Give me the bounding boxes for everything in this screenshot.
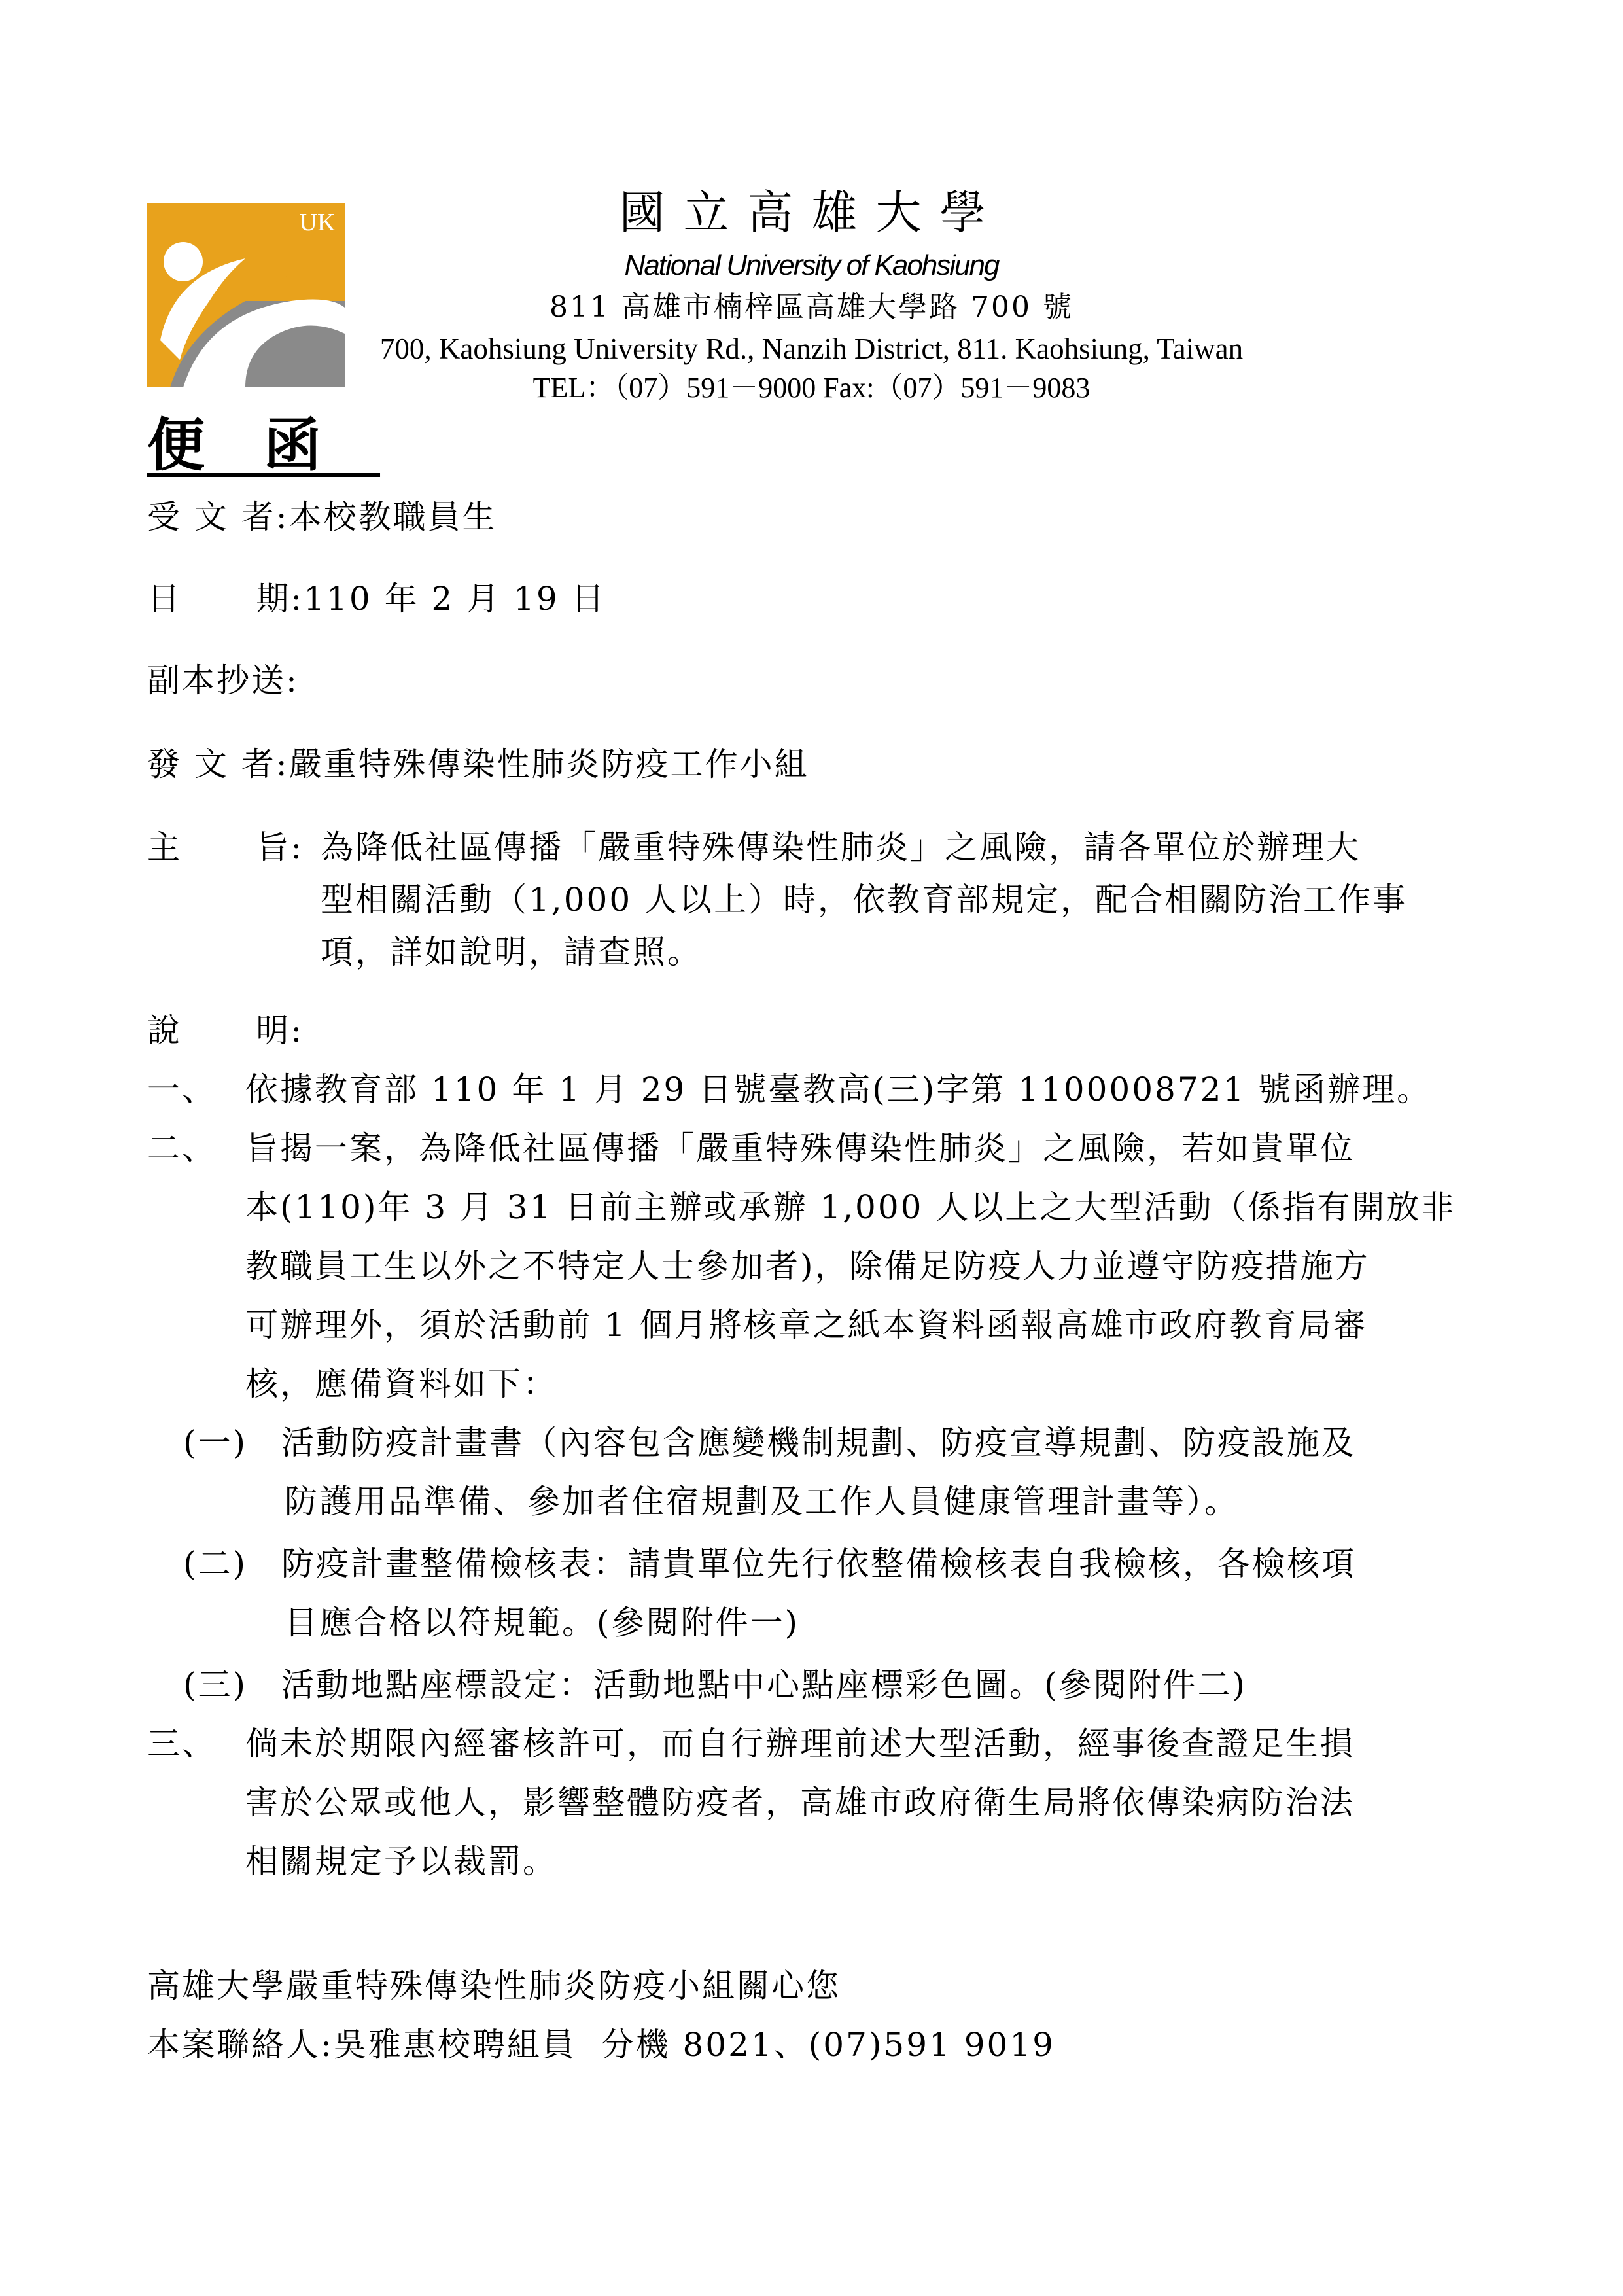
subitem2-line: 防疫計畫整備檢核表：請貴單位先行依整備檢核表自我檢核，各檢核項 (281, 1545, 1356, 1583)
item3-line: 害於公眾或他人，影響整體防疫者，高雄市政府衛生局將依傳染病防治法 (245, 1784, 1355, 1822)
cc-row (147, 661, 299, 700)
subject-label: 主 旨: (147, 828, 304, 866)
subitem3-marker: (三) (183, 1666, 248, 1704)
item2-line: 核，應備資料如下： (245, 1365, 557, 1403)
subitem2-line: 目應合格以符規範。(參閱附件一) (285, 1604, 800, 1642)
subject-line: 項，詳如說明，請查照。 (321, 933, 702, 971)
subitem1-line: 防護用品準備、參加者住宿規劃及工作人員健康管理計畫等）。 (285, 1483, 1239, 1521)
item3-line: 相關規定予以裁罰。 (245, 1843, 557, 1881)
sender-row (147, 745, 809, 784)
address-zh: 811 高雄市楠梓區高雄大學路 700 號 (550, 291, 1073, 324)
item1-marker: 一、 (147, 1070, 217, 1108)
item2-line: 可辦理外，須於活動前 1 個月將核章之紙本資料函報高雄市政府教育局審 (245, 1306, 1368, 1344)
sender-label: 發 文 者: (147, 745, 289, 783)
subitem1-line: 活動防疫計畫書（內容包含應變機制規劃、防疫宣導規劃、防疫設施及 (281, 1424, 1356, 1462)
recipient-label: 受 文 者: (147, 498, 289, 536)
recipient-row (147, 497, 497, 537)
doc-type-title: 便函 (147, 411, 381, 479)
item2-marker: 二、 (147, 1129, 217, 1167)
explanation-label: 說 明: (147, 1012, 304, 1050)
cc-label: 副本抄送: (147, 662, 299, 699)
logo-uk-text: UK (299, 209, 336, 236)
subitem1-marker: (一) (183, 1424, 248, 1462)
date-row (147, 579, 606, 618)
item3-marker: 三、 (147, 1725, 217, 1763)
university-name-en: National University of Kaohsiung (624, 249, 999, 281)
recipient-value: 本校教職員生 (288, 498, 497, 536)
subject-line: 為降低社區傳播「嚴重特殊傳染性肺炎」之風險，請各單位於辦理大 (321, 828, 1361, 866)
date-label: 日 期: (147, 580, 304, 618)
footer-contact-line: 本案聯絡人:吳雅惠校聘組員 分機 8021、(07)591 9019 (147, 2026, 1055, 2064)
item2-line: 本(110)年 3 月 31 日前主辦或承辦 1,000 人以上之大型活動（係指有開放非 (245, 1188, 1456, 1226)
subitem2-marker: (二) (183, 1545, 248, 1583)
address-en: 700, Kaohsiung University Rd., Nanzih District, 811. Kaohsiung, Taiwan (379, 332, 1244, 365)
item1-line: 依據教育部 110 年 1 月 29 日號臺教高(三)字第 1100008721 號函辦理。 (245, 1070, 1432, 1108)
tel-fax: TEL：（07）591－9000 Fax:（07）591－9083 (532, 372, 1091, 404)
item2-line: 旨揭一案，為降低社區傳播「嚴重特殊傳染性肺炎」之風險，若如貴單位 (245, 1129, 1355, 1167)
item3-line: 倘未於期限內經審核許可，而自行辦理前述大型活動，經事後查證足生損 (245, 1725, 1355, 1763)
footer-care-line: 高雄大學嚴重特殊傳染性肺炎防疫小組關心您 (147, 1967, 841, 2005)
subject-line: 型相關活動（1,000 人以上）時，依教育部規定，配合相關防治工作事 (321, 881, 1408, 919)
item2-line: 教職員工生以外之不特定人士參加者)，除備足防疫人力並遵守防疫措施方 (245, 1247, 1370, 1285)
sender-value: 嚴重特殊傳染性肺炎防疫工作小組 (288, 745, 809, 783)
university-name-zh: 國立高雄大學 (619, 186, 1004, 239)
date-value: 110 年 2 月 19 日 (304, 580, 606, 618)
subitem3-line: 活動地點座標設定：活動地點中心點座標彩色圖。(參閱附件二) (281, 1666, 1248, 1704)
